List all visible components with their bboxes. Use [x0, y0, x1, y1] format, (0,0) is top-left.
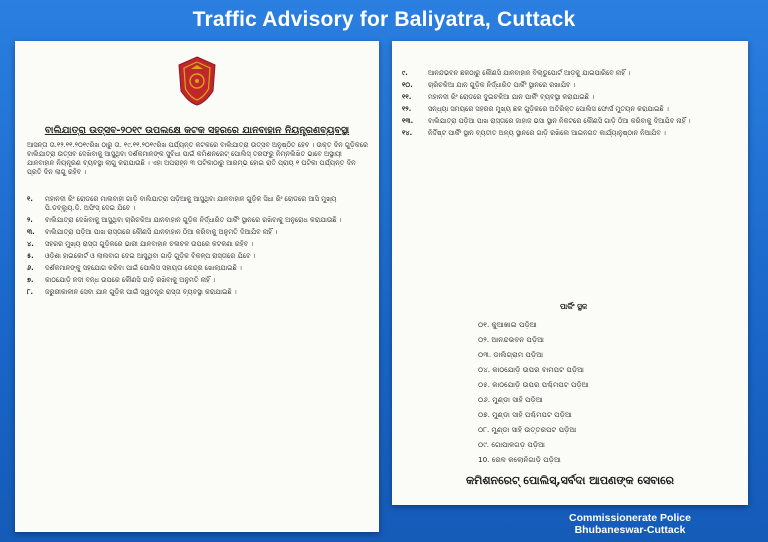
footer-credit: [530, 512, 730, 536]
list-item: ୧୨. ସନ୍ଧ୍ୟା ସମୟରେ ସହରର ମୁଖ୍ୟ ଛକ ଗୁଡ଼ିକରେ ଅତିରିକ୍ତ ପୋଲିସ ଫୋର୍ସ ମୁତୟନ କରାଯାଇଛି ।: [402, 105, 669, 113]
list-item: ୧. ମହାନଦୀ ରିଂ ରୋଡରେ ମାଲବାହୀ ଗାଡ଼ି ବାଲିଯାତ୍ରା ପଡ଼ିଆକୁ ଆସୁଥିବା ଯାନବାହାନ ଗୁଡ଼ିକ ସିଧା ରିଂ ରୋଡରେ ଆସି ମୁଖ୍ୟ ପି.ଡବ୍ଲ୍ୟୁ.ଡି. ଅଫିସ୍ ଦେଇ ଯିବେ ।: [27, 195, 337, 212]
parking-item: ୦୧. କୁଆଖାଇ ପଡ଼ିଆ: [478, 320, 537, 329]
advisory-heading: ବାଲିଯାତ୍ରା ଉତ୍ସବ-୨୦୧୯ ଉପଲକ୍ଷେ କଟକ ସହରରେ ଯାନବାହାନ ନିୟନ୍ତ୍ରଣବ୍ୟବସ୍ଥା: [44, 125, 350, 136]
list-item: ୧୪. ନିର୍ଦ୍ଦିଷ୍ଟ ପାର୍କିଂ ସ୍ଥାନ ବ୍ୟତୀତ ଅନ୍ୟ ସ୍ଥାନରେ ଗାଡ଼ି ରଖିଲେ ଆଇନଗତ କାର୍ଯ୍ୟାନୁଷ୍ଠାନ ନିଆଯିବ ।: [402, 129, 666, 137]
intro-paragraph: ଆସନ୍ତା ତା.୧୨.୧୧.୨୦୧୯ରିଖ ଠାରୁ ତା. ୧୯.୧୧.୨୦୧୯ରିଖ ପର୍ଯ୍ୟନ୍ତ କଟକରେ ବାଲିଯାତ୍ରା ଉତ୍ସବ ଅନୁଷ୍ଠିତ ହେବ । ଉକ୍ତ ଦିନ ଗୁଡ଼ିକରେ ବାଲିଯାତ୍ରା ଉତ୍ସବ ଦେଖିବାକୁ ଆସୁଥିବା ଦର୍ଶକମାନଙ୍କ ସୁବିଧା ପାଇଁ କମିଶନରେଟ୍ ପୋଲିସ୍ ତରଫରୁ ନିମ୍ନଲିଖିତ ଭାବେ ଅସ୍ଥାୟୀ ଯାନବାହାନ ନିୟନ୍ତ୍ରଣ ବ୍ୟବସ୍ଥା ଲାଗୁ କରାଯାଉଛି । ଏହା ଅପରାହ୍ନ ୩ ଘଟିକାଠାରୁ ଆରମ୍ଭ ହୋଇ ରାତି ପ୍ରାୟ ୧ ଘଟିକା ପର୍ଯ୍ୟନ୍ତ ଦିନ ପ୍ରତି ଦିନ ଲାଗୁ ରହିବ ।: [27, 141, 368, 176]
list-item: ୯. ଆନନ୍ଦଭବନ ଛକଠାରୁ କୌଣସି ଯାନବାହାନ ବିଲ୍ଡୁପୋର୍ଟ ଆଡ଼କୁ ଯାଇପାରିବେ ନାହିଁ ।: [402, 69, 631, 77]
parking-item: ୦୪. କାଠଯୋଡ଼ି ଉପର ବାମପଟ ପଡ଼ିଆ: [478, 365, 585, 374]
list-item: ୧୧. ମହାନଦୀ ରିଂ ରୋଡରେ ଦୁଇଚକିଆ ଯାନ ପାର୍କିଂ ବ୍ୟବସ୍ଥା କରାଯାଇଛି ।: [402, 93, 595, 101]
parking-item: ୦୬. ମୁଣ୍ଡା ସାହି ପଡ଼ିଆ: [478, 395, 543, 404]
list-item: ୫. ଓଡ଼ିଶା ହାଇକୋର୍ଟ ଓ ଲାଲବାଗ ଦେଇ ଆସୁଥିବା ଗାଡ଼ି ଗୁଡ଼ିକ ବିକଳ୍ପ ରାସ୍ତାରେ ଯିବେ ।: [27, 252, 256, 260]
list-item: ୨. ବାଲିଯାତ୍ରା ଦେଖିବାକୁ ଆସୁଥିବା ଚାରିଚକିଆ ଯାନବାହାନ ଗୁଡ଼ିକ ନିର୍ଦ୍ଧାରିତ ପାର୍କିଂ ସ୍ଥାନରେ ରଖିବାକୁ ଅନୁରୋଧ କରାଯାଉଛି ।: [27, 216, 342, 224]
parking-list: [478, 317, 698, 467]
footer-line-1: Commissionerate Police: [569, 512, 691, 524]
advisory-page-right: [392, 41, 748, 505]
list-item: ୬. ଦର୍ଶକମାନଙ୍କୁ ସହଯୋଗ କରିବା ପାଇଁ ପୋଲିସ ସହାୟତା କେନ୍ଦ୍ର ଖୋଲାଯାଇଛି ।: [27, 264, 242, 272]
list-item: ୪. ସହରର ମୁଖ୍ୟ ରାସ୍ତା ଗୁଡ଼ିକରେ ଭାରୀ ଯାନବାହାନ ଚଳାଚଳ ଉପରେ କଟକଣା ରହିବ ।: [27, 240, 254, 248]
parking-item: 10. ରେଳ କଲୋନିଗାଡ଼ି ପଡ଼ିଆ: [478, 455, 561, 464]
signature-line: କମିଶନରେଟ୍ ପୋଲିସ୍,ସର୍ବଦା ଆପଣଙ୍କ ସେବାରେ: [466, 474, 674, 487]
right-items-list: [402, 69, 738, 141]
footer-line-2: Bhubaneswar-Cuttack: [574, 524, 686, 536]
parking-title: ପାର୍କିଂ ସ୍ଥଳ: [560, 302, 588, 311]
list-item: ୭. କାଠଯୋଡ଼ି ନଦୀ ବନ୍ଧ ଉପରେ କୌଣସି ଗାଡ଼ି ରଖିବାକୁ ଅନୁମତି ନାହିଁ ।: [27, 276, 215, 284]
list-item: ୧୩. ବାଲିଯାତ୍ରା ପଡ଼ିଆ ପାଖ ରାସ୍ତାରେ ଜାହାଜ ଭସା ସ୍ଥାନ ନିକଟରେ କୌଣସି ଗାଡ଼ି ଠିଆ କରିବାକୁ ଦିଆଯିବ ନାହିଁ ।: [402, 117, 691, 125]
advisory-page-left: [15, 41, 379, 532]
police-emblem-icon: [175, 55, 219, 107]
list-item: ୧୦. ଚାରିଚକିଆ ଯାନ ଗୁଡ଼ିକ ନିର୍ଦ୍ଧାରିତ ପାର୍କିଂ ସ୍ଥାନରେ ରଖାଯିବ ।: [402, 81, 576, 89]
page-title: Traffic Advisory for Baliyatra, Cuttack: [192, 8, 576, 31]
parking-item: ୦୭. ମୁଣ୍ଡା ସାହି ପଶ୍ଚିମପଟ ପଡ଼ିଆ: [478, 410, 572, 419]
parking-item: ୦୫. କାଠଯୋଡ଼ି ଉପର ପଶ୍ଚିମପଟ ପଡ଼ିଆ: [478, 380, 589, 389]
parking-item: ୦୮. ମୁଣ୍ଡା ସାହି ଉତ୍ତରପଟ ପଡ଼ିଆ: [478, 425, 577, 434]
list-item: ୮. ଜରୁରୀକାଳୀନ ସେବା ଯାନ ଗୁଡ଼ିକ ପାଇଁ ସ୍ୱତନ୍ତ୍ର ରାସ୍ତା ବ୍ୟବସ୍ଥା କରାଯାଇଛି ।: [27, 288, 237, 296]
parking-item: ୦୯. ଗୋପାଳଗଡ଼ ପଡ଼ିଆ: [478, 440, 546, 449]
parking-item: ୦୩. ଡାଲିଗ୍ରାମ ପଡ଼ିଆ: [478, 350, 544, 359]
parking-item: ୦୨. ଆନନ୍ଦଭବନ ପଡ଼ିଆ: [478, 335, 545, 344]
list-item: ୩. ବାଲିଯାତ୍ରା ପଡ଼ିଆ ପାଖ ରାସ୍ତାରେ କୌଣସି ଯାନବାହାନ ଠିଆ କରିବାକୁ ଅନୁମତି ଦିଆଯିବ ନାହିଁ ।: [27, 228, 278, 236]
left-items-list: [27, 195, 369, 300]
